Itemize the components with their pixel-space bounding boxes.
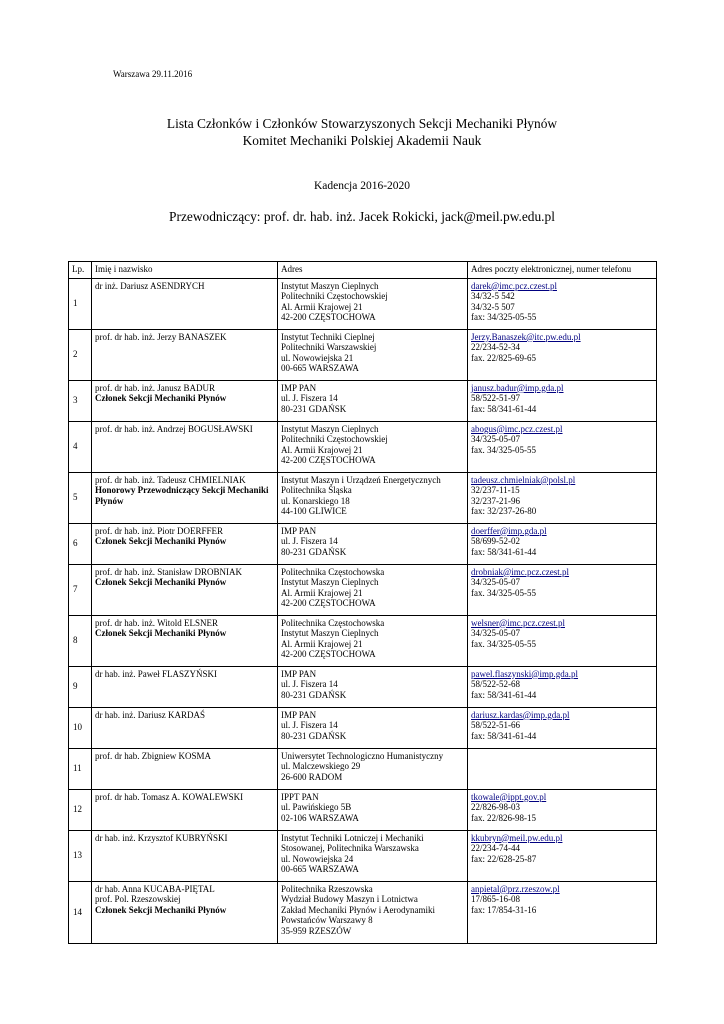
address-line: 02-106 WARSZAWA: [281, 812, 359, 823]
contact-cell: [468, 421, 657, 472]
row-number: 9: [69, 666, 92, 707]
address-line: 80-231 GDAŃSK: [281, 403, 347, 414]
phone-line: fax: 17/854-31-16: [471, 904, 537, 915]
row-number: 8: [69, 615, 92, 666]
address-line: Powstańców Warszawy 8: [281, 915, 373, 926]
contact-cell: [468, 380, 657, 421]
email-link[interactable]: tkowale@ippt.gov.pl: [471, 791, 547, 802]
email-link[interactable]: Jerzy.Banaszek@itc.pw.edu.pl: [471, 331, 581, 342]
member-role: Członek Sekcji Mechaniki Płynów: [95, 577, 227, 588]
column-header-lp: Lp.: [69, 262, 92, 279]
document-date: Warszawa 29.11.2016: [113, 69, 193, 79]
member-name-cell: [92, 523, 278, 564]
contact-cell: [468, 666, 657, 707]
member-name-cell: [92, 748, 278, 789]
address-cell: [278, 564, 468, 615]
address-cell: [278, 380, 468, 421]
column-header-name: Imię i nazwisko: [92, 262, 278, 279]
address-line: 00-665 WARSZAWA: [281, 864, 359, 875]
address-line: ul. J. Fiszera 14: [281, 679, 338, 690]
phone-line: 22/234-74-44: [471, 843, 520, 854]
email-link[interactable]: kkubryn@meil.pw.edu.pl: [471, 832, 563, 843]
member-name: prof. dr hab. inż. Stanisław DROBNIAK: [95, 566, 242, 577]
member-role: Członek Sekcji Mechaniki Płynów: [95, 628, 227, 639]
row-number: 7: [69, 564, 92, 615]
member-name-cell: [92, 789, 278, 830]
table-body: [69, 278, 657, 943]
phone-line: 34/325-05-07: [471, 434, 520, 445]
address-line: Al. Armii Krajowej 21: [281, 301, 363, 312]
address-line: Politechniki Częstochowskiej: [281, 291, 388, 302]
contact-cell: [468, 748, 657, 789]
table-row: [69, 472, 657, 523]
phone-line: 58/522-51-66: [471, 720, 520, 731]
contact-cell: [468, 329, 657, 380]
phone-line: 34/325-05-07: [471, 628, 520, 639]
phone-line: 22/826-98-03: [471, 802, 520, 813]
address-cell: [278, 881, 468, 943]
contact-cell: [468, 707, 657, 748]
address-line: 42-200 CZĘSTOCHOWA: [281, 649, 376, 660]
contact-cell: [468, 564, 657, 615]
phone-line: 34/325-05-07: [471, 577, 520, 588]
member-name-cell: [92, 666, 278, 707]
phone-line: fax. 22/825-69-65: [471, 352, 536, 363]
row-number: 2: [69, 329, 92, 380]
phone-line: 22/234-52-34: [471, 342, 520, 353]
member-name-cell: [92, 472, 278, 523]
address-line: ul. J. Fiszera 14: [281, 720, 338, 731]
phone-line: fax: 34/325-05-55: [471, 312, 537, 323]
member-name: dr inż. Dariusz ASENDRYCH: [95, 280, 205, 291]
term-heading: Kadencja 2016-2020: [313, 180, 411, 192]
member-role: Członek Sekcji Mechaniki Płynów: [95, 536, 227, 547]
address-line: IMP PAN: [281, 709, 317, 720]
table-row: [69, 380, 657, 421]
contact-cell: [468, 881, 657, 943]
address-line: 44-100 GLIWICE: [281, 506, 347, 517]
address-line: 42-200 CZĘSTOCHOWA: [281, 312, 376, 323]
table-row: [69, 615, 657, 666]
phone-line: 58/522-52-68: [471, 679, 520, 690]
contact-cell: [468, 615, 657, 666]
table-row: [69, 881, 657, 943]
column-header-address: Adres: [278, 262, 468, 279]
email-link[interactable]: doerffer@imp.gda.pl: [471, 525, 547, 536]
table-row: [69, 564, 657, 615]
address-line: ul. J. Fiszera 14: [281, 536, 338, 547]
title-line-2: Komitet Mechaniki Polskiej Akademii Nauk: [242, 133, 482, 148]
phone-line: 17/865-16-08: [471, 894, 520, 905]
address-cell: [278, 421, 468, 472]
members-table: [68, 261, 657, 944]
address-line: ul. Nowowiejska 21: [281, 352, 354, 363]
phone-line: fax. 22/826-98-15: [471, 812, 536, 823]
table-row: [69, 789, 657, 830]
member-name: dr hab. Anna KUCABA-PIĘTAL: [95, 883, 215, 894]
row-number: 11: [69, 748, 92, 789]
address-line: Al. Armii Krajowej 21: [281, 587, 363, 598]
row-number: 14: [69, 881, 92, 943]
table-header-row: [69, 262, 657, 279]
address-cell: [278, 789, 468, 830]
address-line: Instytut Techniki Lotniczej i Mechaniki: [281, 832, 424, 843]
email-link[interactable]: darek@imc.pcz.czest.pl: [471, 280, 557, 291]
address-cell: [278, 830, 468, 881]
address-line: Instytut Maszyn Cieplnych: [281, 280, 379, 291]
contact-cell: [468, 830, 657, 881]
row-number: 4: [69, 421, 92, 472]
address-line: Al. Armii Krajowej 21: [281, 638, 363, 649]
address-cell: [278, 666, 468, 707]
address-line: Politechnika Rzeszowska: [281, 883, 373, 894]
member-name: prof. dr hab. Tomasz A. KOWALEWSKI: [95, 791, 244, 802]
member-name-cell: [92, 278, 278, 329]
member-role: Członek Sekcji Mechaniki Płynów: [95, 393, 227, 404]
address-cell: [278, 278, 468, 329]
title-line-1: Lista Członków i Członków Stowarzyszonych Sekcji Mechaniki Płynów: [166, 116, 558, 131]
address-line: ul. Malczewskiego 29: [281, 761, 361, 772]
chair-heading: Przewodniczący: prof. dr. hab. inż. Jacek Rokicki, jack@meil.pw.edu.pl: [169, 209, 555, 224]
address-cell: [278, 329, 468, 380]
member-name-cell: [92, 881, 278, 943]
address-cell: [278, 472, 468, 523]
member-name-cell: [92, 329, 278, 380]
email-link[interactable]: dariusz.kardas@imp.gda.pl: [471, 709, 570, 720]
address-line: 80-231 GDAŃSK: [281, 546, 347, 557]
table-row: [69, 421, 657, 472]
member-name-cell: [92, 564, 278, 615]
phone-line: fax: 22/628-25-87: [471, 853, 537, 864]
table-row: [69, 666, 657, 707]
address-line: Al. Armii Krajowej 21: [281, 444, 363, 455]
document-title: [0, 115, 724, 149]
address-line: 80-231 GDAŃSK: [281, 689, 347, 700]
member-name: prof. dr hab. Zbigniew KOSMA: [95, 750, 211, 761]
address-cell: [278, 707, 468, 748]
phone-line: fax: 58/341-61-44: [471, 403, 537, 414]
address-line: Instytut Maszyn Cieplnych: [281, 577, 379, 588]
table-row: [69, 329, 657, 380]
row-number: 13: [69, 830, 92, 881]
email-link[interactable]: janusz.badur@imp.gda.pl: [471, 382, 564, 393]
contact-cell: [468, 278, 657, 329]
member-name: prof. dr hab. inż. Tadeusz CHMIELNIAK: [95, 474, 246, 485]
table-row: [69, 748, 657, 789]
address-line: IMP PAN: [281, 668, 317, 679]
table-row: [69, 707, 657, 748]
phone-line: 32/237-11-15: [471, 485, 520, 496]
address-line: Politechniki Częstochowskiej: [281, 434, 388, 445]
address-line: Wydział Budowy Maszyn i Lotnictwa: [281, 894, 418, 905]
address-line: ul. Nowowiejska 24: [281, 853, 354, 864]
phone-line: 34/32-5 542: [471, 291, 515, 302]
address-line: Instytut Maszyn Cieplnych: [281, 628, 379, 639]
phone-line: fax. 34/325-05-55: [471, 444, 536, 455]
email-link[interactable]: pawel.flaszynski@imp.gda.pl: [471, 668, 579, 679]
phone-line: fax: 58/341-61-44: [471, 730, 537, 741]
member-name-cell: [92, 421, 278, 472]
address-line: Politechnika Częstochowska: [281, 617, 385, 628]
row-number: 3: [69, 380, 92, 421]
row-number: 12: [69, 789, 92, 830]
email-link[interactable]: abogus@imc.pcz.czest.pl: [471, 423, 563, 434]
column-header-contact: Adres poczty elektronicznej, numer telefonu: [468, 262, 657, 279]
phone-line: fax: 32/237-26-80: [471, 506, 537, 517]
address-line: 26-600 RADOM: [281, 771, 343, 782]
member-name: dr hab. inż. Krzysztof KUBRYŃSKI: [95, 832, 228, 843]
member-name: prof. dr hab. inż. Andrzej BOGUSŁAWSKI: [95, 423, 253, 434]
address-line: Politechnika Śląska: [281, 485, 352, 496]
table-row: [69, 523, 657, 564]
row-number: 5: [69, 472, 92, 523]
address-line: Stosowanej, Politechnika Warszawska: [281, 843, 419, 854]
phone-line: fax. 34/325-05-55: [471, 638, 536, 649]
phone-line: 34/32-5 507: [471, 301, 515, 312]
address-line: IPPT PAN: [281, 791, 319, 802]
phone-line: 32/237-21-96: [471, 495, 520, 506]
address-line: Uniwersytet Technologiczno Humanistyczny: [281, 750, 444, 761]
address-line: Zakład Mechaniki Płynów i Aerodynamiki: [281, 904, 435, 915]
address-line: 80-231 GDAŃSK: [281, 730, 347, 741]
contact-cell: [468, 472, 657, 523]
contact-cell: [468, 789, 657, 830]
row-number: 10: [69, 707, 92, 748]
member-name-cell: [92, 830, 278, 881]
phone-line: fax: 58/341-61-44: [471, 546, 537, 557]
address-line: 42-200 CZĘSTOCHOWA: [281, 455, 376, 466]
address-line: IMP PAN: [281, 382, 317, 393]
phone-line: 58/522-51-97: [471, 393, 520, 404]
member-title: prof. Pol. Rzeszowskiej: [95, 894, 181, 905]
address-line: ul. J. Fiszera 14: [281, 393, 338, 404]
address-line: ul. Konarskiego 18: [281, 495, 350, 506]
member-name: prof. dr hab. inż. Witold ELSNER: [95, 617, 218, 628]
contact-cell: [468, 523, 657, 564]
address-cell: [278, 523, 468, 564]
table-row: [69, 278, 657, 329]
address-cell: [278, 615, 468, 666]
address-line: ul. Pawińskiego 5B: [281, 802, 352, 813]
member-name: dr hab. inż. Dariusz KARDAŚ: [95, 709, 205, 720]
address-line: Politechnika Częstochowska: [281, 566, 385, 577]
row-number: 1: [69, 278, 92, 329]
phone-line: fax: 58/341-61-44: [471, 689, 537, 700]
member-name: dr hab. inż. Paweł FLASZYŃSKI: [95, 668, 217, 679]
address-line: Politechniki Warszawskiej: [281, 342, 377, 353]
member-name: prof. dr hab. inż. Janusz BADUR: [95, 382, 215, 393]
member-name-cell: [92, 707, 278, 748]
email-link[interactable]: anpietal@prz.rzeszow.pl: [471, 883, 560, 894]
member-name: prof. dr hab. inż. Jerzy BANASZEK: [95, 331, 227, 342]
address-line: Instytut Maszyn i Urządzeń Energetycznych: [281, 474, 441, 485]
phone-line: fax. 34/325-05-55: [471, 587, 536, 598]
table-row: [69, 830, 657, 881]
address-line: Instytut Techniki Cieplnej: [281, 331, 375, 342]
address-line: 00-665 WARSZAWA: [281, 363, 359, 374]
address-line: IMP PAN: [281, 525, 317, 536]
address-line: 35-959 RZESZÓW: [281, 925, 352, 936]
address-line: Instytut Maszyn Cieplnych: [281, 423, 379, 434]
member-name: prof. dr hab. inż. Piotr DOERFFER: [95, 525, 223, 536]
member-name-cell: [92, 380, 278, 421]
address-cell: [278, 748, 468, 789]
email-link[interactable]: tadeusz.chmielniak@polsl.pl: [471, 474, 576, 485]
email-link[interactable]: drobniak@imc.pcz.czest.pl: [471, 566, 570, 577]
email-link[interactable]: welsner@imc.pcz.czest.pl: [471, 617, 565, 628]
member-role: Honorowy Przewodniczący Sekcji Mechaniki Płynów: [95, 485, 269, 506]
member-role: Członek Sekcji Mechaniki Płynów: [95, 904, 227, 915]
member-name-cell: [92, 615, 278, 666]
phone-line: 58/699-52-02: [471, 536, 520, 547]
row-number: 6: [69, 523, 92, 564]
address-line: 42-200 CZĘSTOCHOWA: [281, 598, 376, 609]
